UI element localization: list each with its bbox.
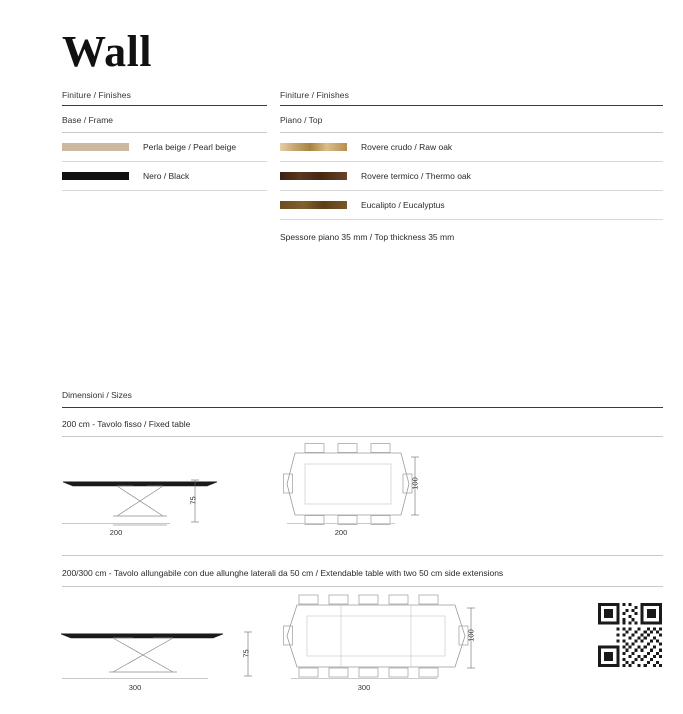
top-thickness-note: Spessore piano 35 mm / Top thickness 35 mm	[280, 232, 455, 242]
dimension-line	[287, 523, 395, 524]
dimension-width-2: 300	[128, 683, 142, 692]
color-swatch	[62, 172, 129, 180]
finishes-frame-column	[62, 90, 267, 191]
dimension-line	[291, 678, 437, 679]
finishes-left-section-title: Finiture / Finishes	[62, 90, 131, 100]
page-title: Wall	[62, 27, 153, 76]
dimension-width-1: 200	[109, 528, 123, 537]
finish-swatch-row	[62, 162, 267, 191]
size-block-1-label: 200 cm - Tavolo fisso / Fixed table	[62, 419, 191, 429]
finishes-right-group-title: Piano / Top	[280, 115, 323, 125]
color-swatch	[280, 172, 347, 180]
size-block-2-label: 200/300 cm - Tavolo allungabile con due allunghe laterali da 50 cm / Extendable table with two 50 cm side extensions	[62, 568, 504, 578]
color-swatch	[280, 201, 347, 209]
finish-label: Perla beige / Pearl beige	[143, 142, 237, 152]
divider	[62, 586, 663, 587]
finish-label: Nero / Black	[143, 171, 190, 181]
dimension-top-depth-1: 100	[410, 477, 420, 490]
plan-view-drawing-1	[283, 443, 413, 525]
side-elevation-drawing-2	[55, 620, 230, 682]
dimension-top-depth-2: 100	[466, 629, 476, 642]
plan-view-drawing-2	[283, 594, 469, 678]
dimension-top-width-2: 300	[357, 683, 371, 692]
finish-label: Eucalipto / Eucalyptus	[361, 200, 445, 210]
dimension-height-2: 75	[241, 649, 251, 658]
finish-label: Rovere termico / Thermo oak	[361, 171, 471, 181]
divider	[62, 436, 663, 437]
finishes-top-column	[280, 90, 663, 242]
color-swatch	[62, 143, 129, 151]
qr-code[interactable]	[598, 603, 662, 667]
finish-swatch-row	[280, 191, 663, 220]
finish-label: Rovere crudo / Raw oak	[361, 142, 453, 152]
dimension-height-1: 75	[188, 496, 198, 505]
dimension-top-width-1: 200	[334, 528, 348, 537]
sizes-section-title: Dimensioni / Sizes	[62, 390, 132, 400]
dimension-line	[62, 678, 208, 679]
finish-swatch-row	[280, 133, 663, 162]
color-swatch	[280, 143, 347, 151]
finishes-right-section-title: Finiture / Finishes	[280, 90, 349, 100]
dimension-line	[62, 523, 170, 524]
finishes-left-group-title: Base / Frame	[62, 115, 114, 125]
divider	[62, 407, 663, 408]
divider	[62, 555, 663, 556]
finish-swatch-row	[62, 133, 267, 162]
finish-swatch-row	[280, 162, 663, 191]
